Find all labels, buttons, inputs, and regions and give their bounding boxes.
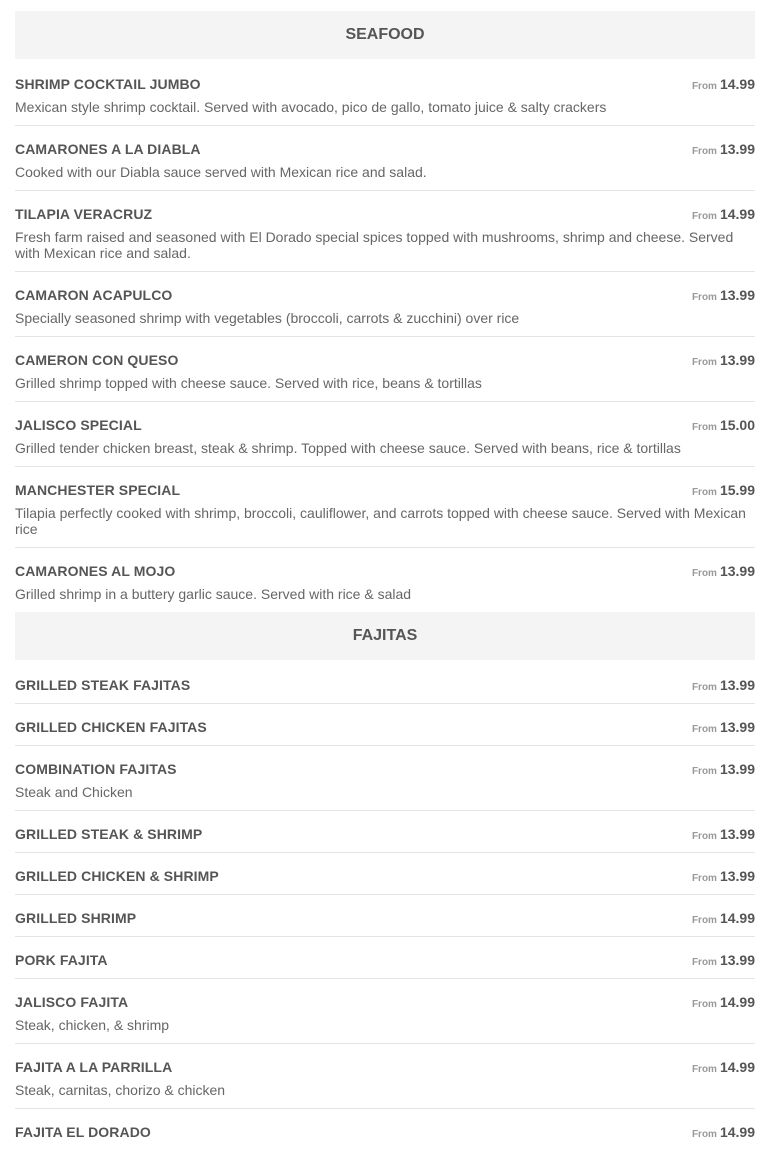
price-value: 13.99 [719, 868, 755, 884]
item-price [692, 482, 755, 501]
menu-item[interactable] [15, 402, 755, 467]
item-name: GRILLED CHICKEN & SHRIMP [15, 868, 219, 884]
item-name: GRILLED STEAK FAJITAS [15, 677, 191, 693]
menu-item[interactable] [15, 853, 755, 895]
item-name: CAMARONES AL MOJO [15, 563, 176, 579]
item-price [692, 287, 755, 306]
price-value: 13.99 [719, 352, 755, 368]
price-value: 14.99 [719, 1059, 755, 1075]
item-name: MANCHESTER SPECIAL [15, 482, 181, 498]
item-price [692, 761, 755, 780]
price-value: 14.99 [719, 994, 755, 1010]
item-description: Grilled shrimp topped with cheese sauce. Served with rice, beans & tortillas [15, 375, 482, 391]
price-value: 13.99 [719, 141, 755, 157]
item-description: Grilled tender chicken breast, steak & shrimp. Topped with cheese sauce. Served with beans, rice & tortillas [15, 440, 681, 456]
menu-item[interactable] [15, 548, 755, 612]
price-from-label: From [691, 1064, 717, 1075]
menu-item[interactable] [15, 895, 755, 937]
menu [15, 0, 755, 1150]
item-name: GRILLED SHRIMP [15, 910, 137, 926]
menu-item[interactable] [15, 937, 755, 979]
item-price [692, 677, 755, 696]
menu-item[interactable] [15, 1044, 755, 1109]
price-value: 13.99 [719, 563, 755, 579]
price-from-label: From [691, 211, 717, 222]
item-description: Tilapia perfectly cooked with shrimp, broccoli, cauliflower, and carrots topped with cheese sauce. Served with Mexican rice [15, 505, 746, 537]
price-value: 15.99 [719, 482, 755, 498]
price-value: 13.99 [719, 952, 755, 968]
price-value: 13.99 [719, 826, 755, 842]
item-price [692, 352, 755, 371]
item-description: Cooked with our Diabla sauce served with Mexican rice and salad. [15, 164, 427, 180]
price-from-label: From [691, 81, 717, 92]
menu-item[interactable] [15, 662, 755, 704]
price-from-label: From [691, 873, 717, 884]
price-from-label: From [691, 766, 717, 777]
item-name: COMBINATION FAJITAS [15, 761, 177, 777]
item-description: Steak, chicken, & shrimp [15, 1017, 170, 1033]
menu-item[interactable] [15, 746, 755, 811]
section-fajitas [15, 612, 755, 1150]
item-name: FAJITA A LA PARRILLA [15, 1059, 173, 1075]
menu-item[interactable] [15, 1109, 755, 1150]
price-from-label: From [691, 422, 717, 433]
menu-item[interactable] [15, 811, 755, 853]
item-price [692, 868, 755, 887]
item-price [692, 826, 755, 845]
menu-item[interactable] [15, 272, 755, 337]
price-value: 14.99 [719, 1124, 755, 1140]
price-from-label: From [691, 724, 717, 735]
price-value: 15.00 [719, 417, 755, 433]
price-from-label: From [691, 146, 717, 157]
price-from-label: From [691, 682, 717, 693]
menu-item[interactable] [15, 337, 755, 402]
menu-item[interactable] [15, 704, 755, 746]
item-price [692, 1059, 755, 1078]
price-value: 13.99 [719, 719, 755, 735]
price-from-label: From [691, 915, 717, 926]
item-name: TILAPIA VERACRUZ [15, 206, 153, 222]
price-from-label: From [691, 999, 717, 1010]
menu-item[interactable] [15, 467, 755, 548]
item-name: CAMERON CON QUESO [15, 352, 179, 368]
menu-item[interactable] [15, 126, 755, 191]
price-value: 13.99 [719, 677, 755, 693]
item-name: CAMARON ACAPULCO [15, 287, 173, 303]
price-from-label: From [691, 568, 717, 579]
section-header-seafood: SEAFOOD [15, 11, 755, 59]
item-description: Mexican style shrimp cocktail. Served with avocado, pico de gallo, tomato juice & salty crackers [15, 99, 607, 115]
item-name: PORK FAJITA [15, 952, 108, 968]
item-name: JALISCO SPECIAL [15, 417, 142, 433]
item-price [692, 719, 755, 738]
item-name: CAMARONES A LA DIABLA [15, 141, 201, 157]
item-name: GRILLED CHICKEN FAJITAS [15, 719, 207, 735]
item-price [692, 563, 755, 582]
section-seafood [15, 11, 755, 612]
item-description: Specially seasoned shrimp with vegetables (broccoli, carrots & zucchini) over rice [15, 310, 520, 326]
item-name: FAJITA EL DORADO [15, 1124, 151, 1140]
menu-item[interactable] [15, 979, 755, 1044]
price-from-label: From [691, 487, 717, 498]
item-description: Steak, carnitas, chorizo & chicken [15, 1082, 226, 1098]
item-price [692, 141, 755, 160]
item-price [692, 206, 755, 225]
item-price [692, 910, 755, 929]
menu-item[interactable] [15, 191, 755, 272]
item-description: Fresh farm raised and seasoned with El Dorado special spices topped with mushrooms, shrimp and cheese. Served with Mexican rice and salad. [15, 229, 734, 261]
price-value: 14.99 [719, 206, 755, 222]
item-price [692, 76, 755, 95]
price-value: 13.99 [719, 761, 755, 777]
item-name: SHRIMP COCKTAIL JUMBO [15, 76, 201, 92]
item-price [692, 1124, 755, 1143]
price-from-label: From [691, 957, 717, 968]
price-from-label: From [691, 357, 717, 368]
price-from-label: From [691, 292, 717, 303]
item-description: Steak and Chicken [15, 784, 133, 800]
price-from-label: From [691, 1129, 717, 1140]
item-price [692, 952, 755, 971]
item-description: Grilled shrimp in a buttery garlic sauce. Served with rice & salad [15, 586, 412, 602]
item-name: GRILLED STEAK & SHRIMP [15, 826, 203, 842]
item-price [692, 417, 755, 436]
item-price [692, 994, 755, 1013]
price-value: 14.99 [719, 910, 755, 926]
section-header-fajitas: FAJITAS [15, 612, 755, 660]
menu-item[interactable] [15, 61, 755, 126]
price-value: 14.99 [719, 76, 755, 92]
item-name: JALISCO FAJITA [15, 994, 129, 1010]
price-value: 13.99 [719, 287, 755, 303]
price-from-label: From [691, 831, 717, 842]
